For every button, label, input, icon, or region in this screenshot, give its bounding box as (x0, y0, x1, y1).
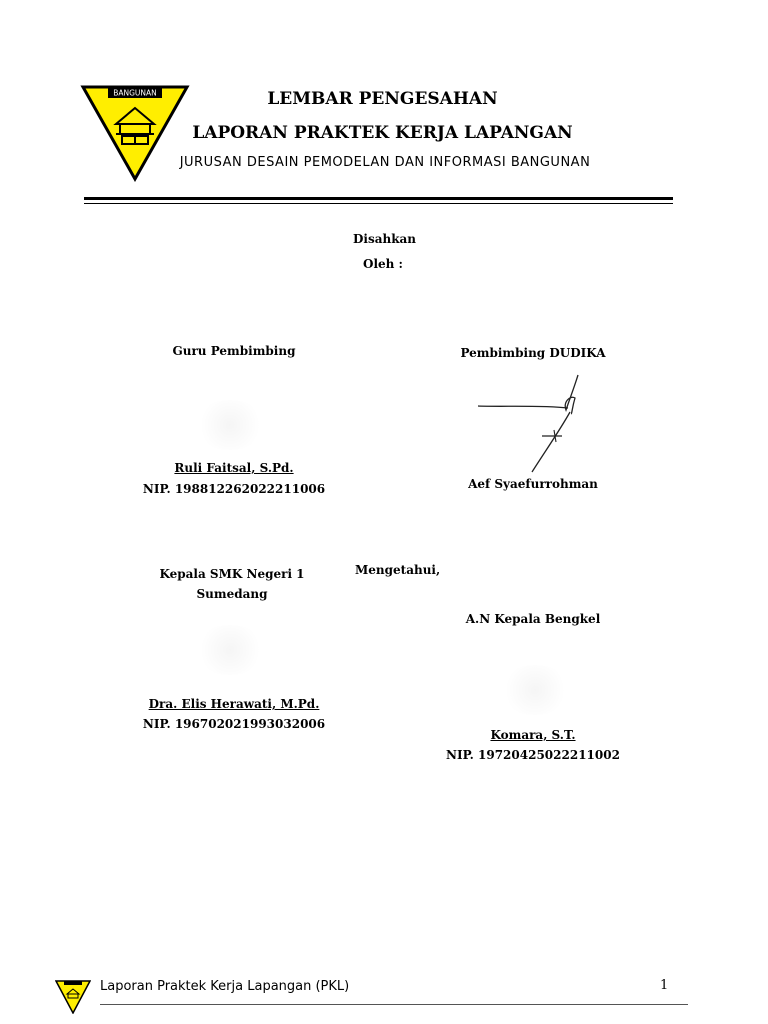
guru-name: Ruli Faitsal, S.Pd. (174, 461, 294, 475)
bengkel-signature-area (500, 665, 570, 715)
mengetahui-label: Mengetahui, (355, 563, 441, 577)
guru-nip: NIP. 198812262022211006 (142, 482, 326, 496)
bengkel-nip: NIP. 19720425022211002 (446, 748, 620, 762)
header-rule-thin (84, 203, 673, 204)
page-number: 1 (660, 978, 669, 993)
footer-rule (100, 1004, 688, 1005)
bengkel-role: A.N Kepala Bengkel (465, 612, 601, 626)
kepala-role-line1: Kepala SMK Negeri 1 (159, 567, 305, 581)
page-title: LEMBAR PENGESAHAN (267, 89, 498, 109)
guru-role: Guru Pembimbing (172, 344, 296, 358)
kepala-nip: NIP. 196702021993032006 (142, 717, 326, 731)
dudika-role: Pembimbing DUDIKA (460, 346, 606, 360)
bengkel-name: Komara, S.T. (490, 728, 576, 742)
kepala-name: Dra. Elis Herawati, M.Pd. (148, 697, 320, 711)
dudika-name: Aef Syaefurrohman (468, 477, 598, 491)
footer-logo (55, 980, 91, 1014)
dudika-signature (470, 370, 600, 475)
logo-text: BANGUNAN (113, 88, 157, 98)
footer-text: Laporan Praktek Kerja Lapangan (PKL) (100, 979, 350, 994)
approval-line1: Disahkan (353, 232, 417, 246)
kepala-role-line2: Sumedang (196, 587, 268, 601)
guru-signature-area (195, 400, 265, 450)
approval-line2: Oleh : (363, 257, 403, 271)
kepala-signature-area (195, 625, 265, 675)
report-title: LAPORAN PRAKTEK KERJA LAPANGAN (192, 123, 573, 143)
header-rule-thick (84, 197, 673, 200)
department-subtitle: JURUSAN DESAIN PEMODELAN DAN INFORMASI BANGUNAN (179, 155, 591, 170)
